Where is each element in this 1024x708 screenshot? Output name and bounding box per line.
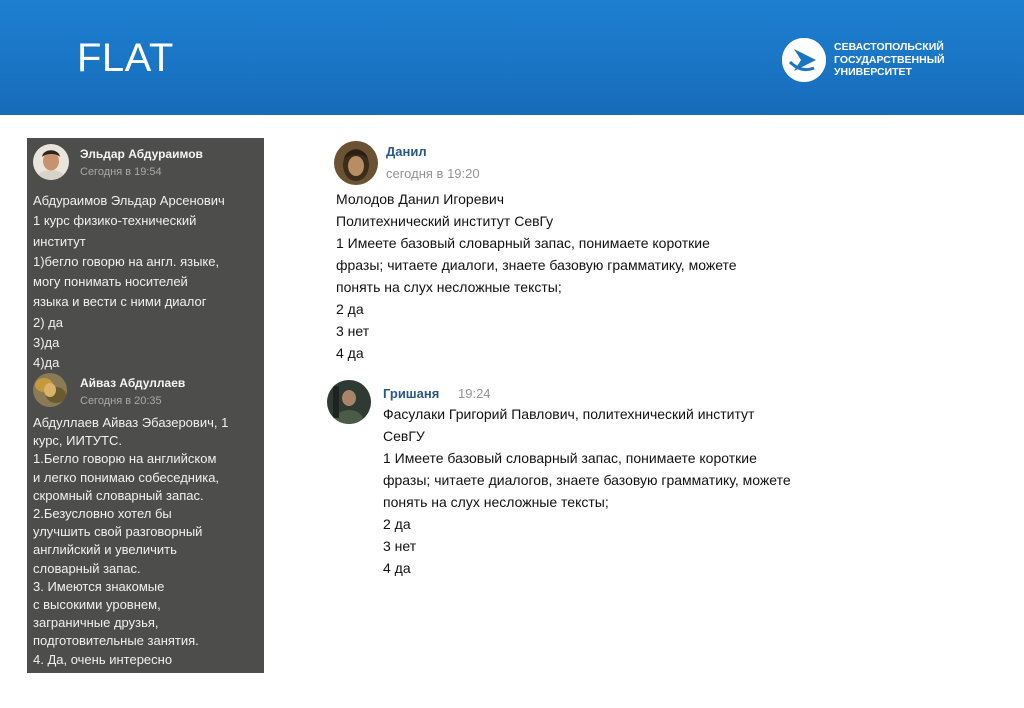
university-logo <box>782 38 952 82</box>
logo-line-3: УНИВЕРСИТЕТ <box>834 66 912 78</box>
message-time: сегодня в 19:20 <box>386 166 480 181</box>
message-time: 19:24 <box>458 386 491 401</box>
message-time: Сегодня в 19:54 <box>80 166 162 178</box>
message-author[interactable]: Эльдар Абдураимов <box>80 147 203 161</box>
message-author[interactable]: Данил <box>386 144 427 159</box>
slide-title: FLAT <box>77 36 174 80</box>
logo-line-2: ГОСУДАРСТВЕННЫЙ <box>834 53 945 66</box>
avatar <box>33 373 67 407</box>
message-author[interactable]: Айваз Абдуллаев <box>80 376 186 390</box>
slide-header <box>0 0 1024 115</box>
left-chat-screenshot <box>27 138 264 673</box>
university-logo-icon <box>782 38 826 82</box>
message-text: Фасулаки Григорий Павлович, политехнический институт СевГУ 1 Имеете базовый словарный запас, понимаете короткие фразы; читаете диалогов, знаете базовую грамматику, можете понять на слух несложные тексты; 2 да 3 нет 4 да <box>383 406 791 576</box>
avatar <box>33 144 69 180</box>
avatar[interactable] <box>334 141 378 185</box>
avatar[interactable] <box>327 380 371 424</box>
message-text: Абдуллаев Айваз Эбазерович, 1 курс, ИИТУТС. 1.Бегло говорю на английском и легко понимаю собеседника, скромный словарный запас. 2.Безусловно хотел бы улучшить свой разговорный английский и увеличить словарный запас. 3. Имеются знакомые с высокими уровнем, заграничные друзья, подготовительные занятия. 4. Да, очень интересно <box>33 415 229 667</box>
message-text: Абдураимов Эльдар Арсенович 1 курс физико-технический институт 1)бегло говорю на англ. языке, могу понимать носителей языка и вести с ними диалог 2) да 3)да 4)да <box>33 193 225 371</box>
message-author[interactable]: Гришаня <box>383 386 440 401</box>
message-text: Молодов Данил Игоревич Политехнический институт СевГу 1 Имеете базовый словарный запас, понимаете короткие фразы; читаете диалоги, знаете базовую грамматику, можете понять на слух несложные тексты; 2 да 3 нет 4 да <box>336 191 737 361</box>
university-logo-text <box>834 41 954 79</box>
message-time: Сегодня в 20:35 <box>80 395 162 407</box>
logo-line-1: СЕВАСТОПОЛЬСКИЙ <box>834 41 944 53</box>
